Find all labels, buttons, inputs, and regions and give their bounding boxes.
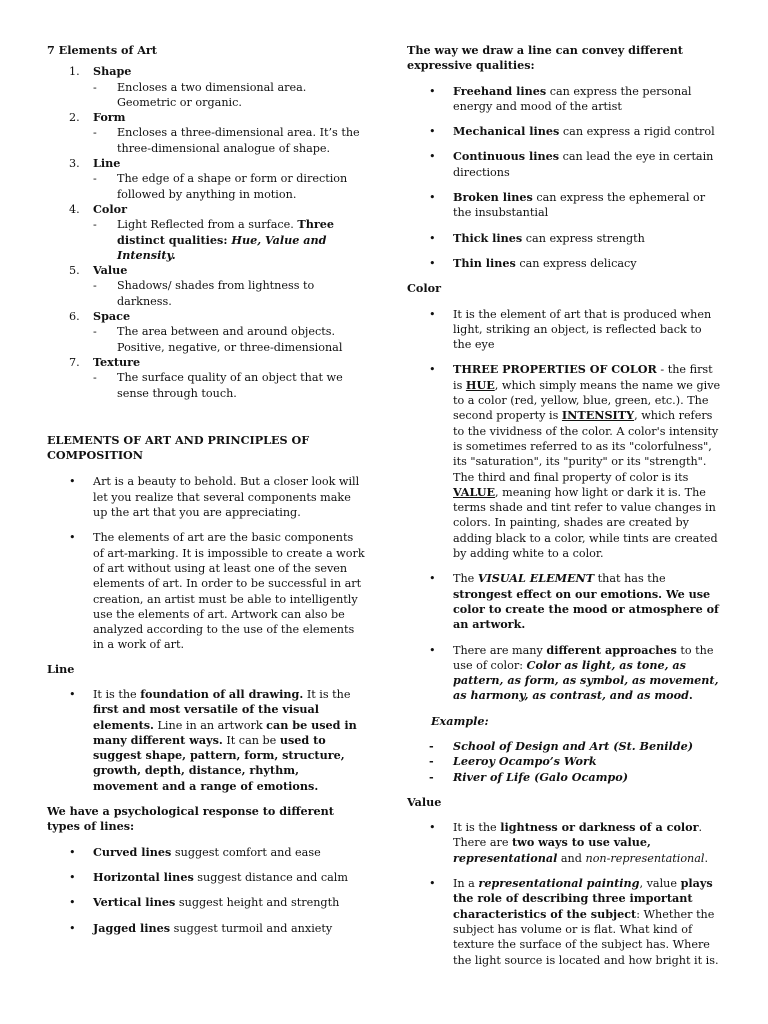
list-item: - Leeroy Ocampo’s Work [407, 754, 723, 769]
list-item [47, 309, 365, 355]
examples-list [407, 739, 723, 785]
item-number: 6. [69, 310, 80, 324]
item-number: 3. [69, 157, 80, 171]
list-item [47, 110, 365, 156]
color-list [407, 307, 723, 704]
list-item: • Freehand lines can express the personal energy and mood of the artist [407, 84, 723, 115]
list-item: • Broken lines can express the ephemeral or the insubstantial [407, 190, 723, 221]
item-desc: - Encloses a two dimensional area. Geometric or organic. [93, 80, 365, 111]
item-desc: - The area between and around objects. Positive, negative, or three-dimensional [93, 324, 365, 355]
value-heading: Value [407, 794, 442, 809]
item-name: Value [93, 263, 128, 278]
list-item: • Curved lines suggest comfort and ease [47, 845, 365, 860]
list-item [47, 202, 365, 263]
item-desc: - Light Reflected from a surface. Three distinct qualities: Hue, Value and Intensity. [93, 217, 365, 263]
list-item: • Horizontal lines suggest distance and calm [47, 870, 365, 885]
list-item: • Jagged lines suggest turmoil and anxiety [47, 921, 365, 936]
elements-list [47, 64, 365, 401]
list-item: • Continuous lines can lead the eye in certain directions [407, 149, 723, 180]
item-number: 1. [69, 65, 80, 79]
line-heading: Line [47, 661, 75, 676]
item-number: 7. [69, 355, 80, 369]
list-item: • It is the element of art that is produced when light, striking an object, is reflected back to the eye [407, 307, 723, 353]
item-number: 4. [69, 202, 80, 216]
list-item [47, 355, 365, 401]
intro-list [47, 474, 365, 652]
left-column [47, 43, 365, 936]
right-column [407, 43, 723, 968]
list-item: • It is the lightness or darkness of a color. There are two ways to use value, representational and non-representational. [407, 820, 723, 866]
item-name: Line [93, 156, 121, 171]
item-name: Shape [93, 64, 132, 79]
list-item: • In a representational painting, value plays the role of describing three important characteristics of the subject: Whether the subject has volume or is flat. What kind of texture the surface of the subject has. Where the light source is located and how bright it is. [407, 876, 723, 968]
item-desc: - The edge of a shape or form or direction followed by anything in motion. [93, 171, 365, 202]
item-name: Form [93, 110, 126, 125]
list-item [47, 156, 365, 202]
item-desc: - Shadows/ shades from lightness to darkness. [93, 278, 365, 309]
expressive-list [407, 84, 723, 272]
line-list [47, 687, 365, 794]
expressive-title: The way we draw a line can convey different expressive qualities: [407, 43, 683, 73]
list-item: - School of Design and Art (St. Benilde) [407, 739, 723, 754]
elements-title: 7 Elements of Art [47, 43, 157, 57]
psych-title: We have a psychological response to different types of lines: [47, 804, 334, 834]
value-list [407, 820, 723, 968]
item-number: 2. [69, 111, 80, 125]
list-item: • Thin lines can express delicacy [407, 256, 723, 271]
principles-title: ELEMENTS OF ART AND PRINCIPLES OF COMPOSITION [47, 432, 310, 463]
list-item: • Mechanical lines can express a rigid control [407, 124, 723, 139]
list-item: • The VISUAL ELEMENT that has the strongest effect on our emotions. We use color to create the mood or atmosphere of an artwork. [407, 571, 723, 632]
item-desc: - The surface quality of an object that we sense through touch. [93, 370, 365, 401]
list-item: • Art is a beauty to behold. But a closer look will let you realize that several components make up the art that you are appreciating. [47, 474, 365, 520]
item-name: Texture [93, 354, 141, 369]
list-item: • The elements of art are the basic components of art-marking. It is impossible to create a work of art without using at least one of the seven elements of art. In order to be successful in art creation, an artist must be able to intelligently use the elements of art. Artwork can also be analyzed according to the use of the elements in a work of art. [47, 530, 365, 652]
list-item [47, 263, 365, 309]
list-item [47, 64, 365, 110]
example-label: Example: [431, 713, 489, 728]
list-item: • THREE PROPERTIES OF COLOR - the first is HUE, which simply means the name we give to a color (red, yellow, blue, green, etc.). The second property is INTENSITY, which refers to the vividness of the color. A color's intensity is sometimes referred to as its "colorfulness", its "saturation", its "purity" or its "strength". The third and final property of color is its VALUE, meaning how light or dark it is. The terms shade and tint refer to value changes in colors. In painting, shades are created by adding black to a color, while tints are created by adding white to a color. [407, 362, 723, 561]
line-types-list [47, 845, 365, 936]
item-name: Space [93, 309, 131, 324]
color-heading: Color [407, 281, 441, 296]
list-item: • Thick lines can express strength [407, 231, 723, 246]
list-item: • Vertical lines suggest height and strength [47, 895, 365, 910]
list-item: • It is the foundation of all drawing. It is the first and most versatile of the visual elements. Line in an artwork can be used in many different ways. It can be used to suggest shape, pattern, form, structure, growth, depth, distance, rhythm, movement and a range of emotions. [47, 687, 365, 794]
list-item: • There are many different approaches to the use of color: Color as light, as tone, as pattern, as form, as symbol, as movement, as harmony, as contrast, and as mood. [407, 643, 723, 704]
item-number: 5. [69, 264, 80, 278]
list-item: - River of Life (Galo Ocampo) [407, 770, 723, 785]
item-desc: - Encloses a three-dimensional area. It’s the three-dimensional analogue of shape. [93, 125, 365, 156]
item-name: Color [93, 201, 127, 216]
